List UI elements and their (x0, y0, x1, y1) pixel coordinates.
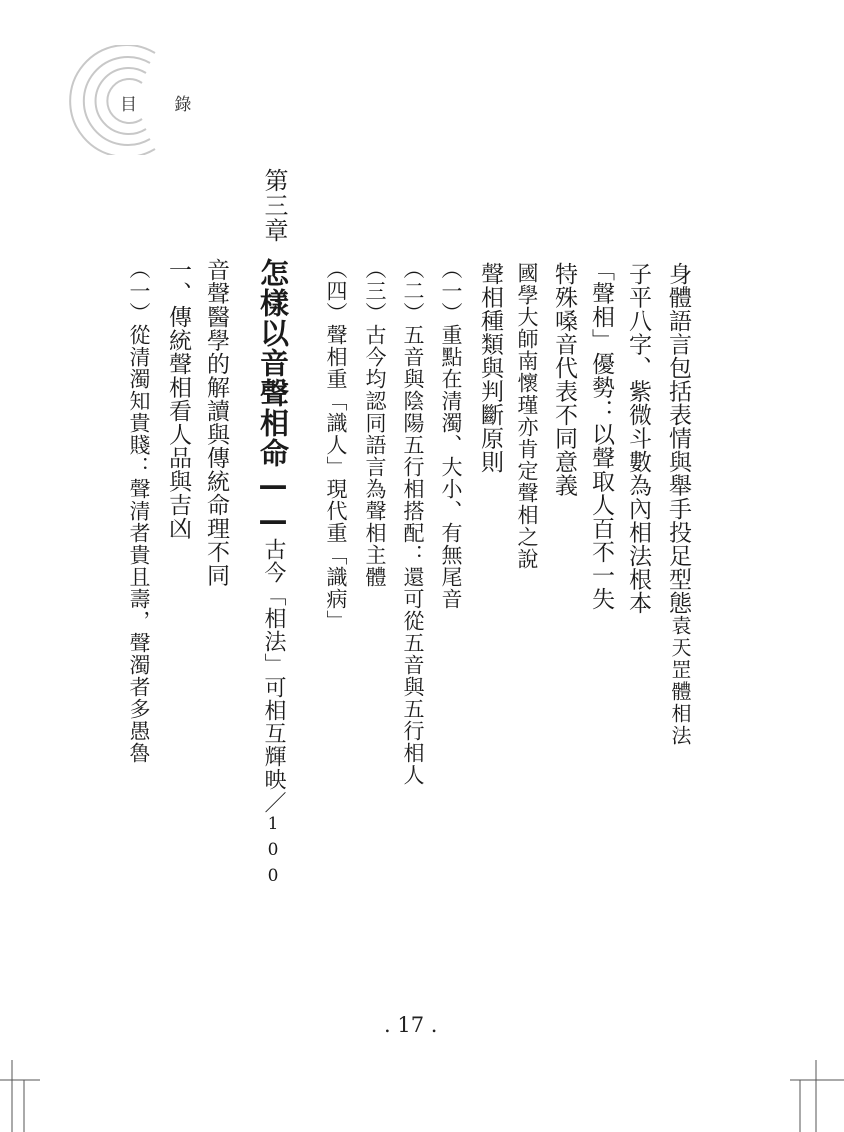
toc-entry[interactable]: 聲相種類與判斷原則 (477, 262, 503, 474)
page-number: . 17 . (384, 1013, 438, 1037)
toc-entry[interactable]: 一、傳統聲相看人品與吉凶 (165, 258, 191, 540)
chapter-title-bold: 怎樣以音聲相命—— (256, 258, 290, 538)
crop-mark-left (0, 1060, 40, 1132)
toc-sub-entry[interactable]: （四）聲相重「識人」現代重「識病」 (324, 258, 348, 632)
toc-entry[interactable]: 身體語言包括表情與舉手投足型態 (665, 262, 691, 615)
toc-sub-entry[interactable]: （三）古今均認同語言為聲相主體 (363, 258, 387, 588)
toc-entry[interactable]: 子平八字、紫微斗數為內相法根本 (625, 262, 651, 615)
toc-author-note: 袁天罡體相法 (668, 615, 692, 747)
crop-mark-right (790, 1060, 844, 1132)
toc-sub-entry[interactable]: （一）重點在清濁、大小、有無尾音 (439, 258, 463, 610)
toc-entry[interactable]: 「聲相」優勢：以聲取人百不一失 (588, 258, 614, 611)
chapter-title-rest: 古今「相法」可相互輝映／ (261, 538, 286, 814)
chapter-page-number: 100 (263, 814, 283, 892)
toc-entry[interactable]: 國學大師南懷瑾亦肯定聲相之說 (515, 262, 539, 570)
toc-entry[interactable]: 特殊嗓音代表不同意義 (551, 262, 577, 497)
chapter-label: 第三章 (260, 168, 288, 243)
header-title: 目 錄 (120, 95, 208, 115)
toc-entry[interactable]: 音聲醫學的解讀與傳統命理不同 (203, 258, 229, 587)
chapter-title[interactable] (256, 258, 290, 892)
toc-sub-entry[interactable]: （二）五音與陰陽五行相搭配：還可從五音與五行相人 (401, 258, 425, 786)
toc-sub-entry[interactable]: （一）從清濁知貴賤：聲清者貴且壽，聲濁者多愚魯 (127, 258, 151, 764)
